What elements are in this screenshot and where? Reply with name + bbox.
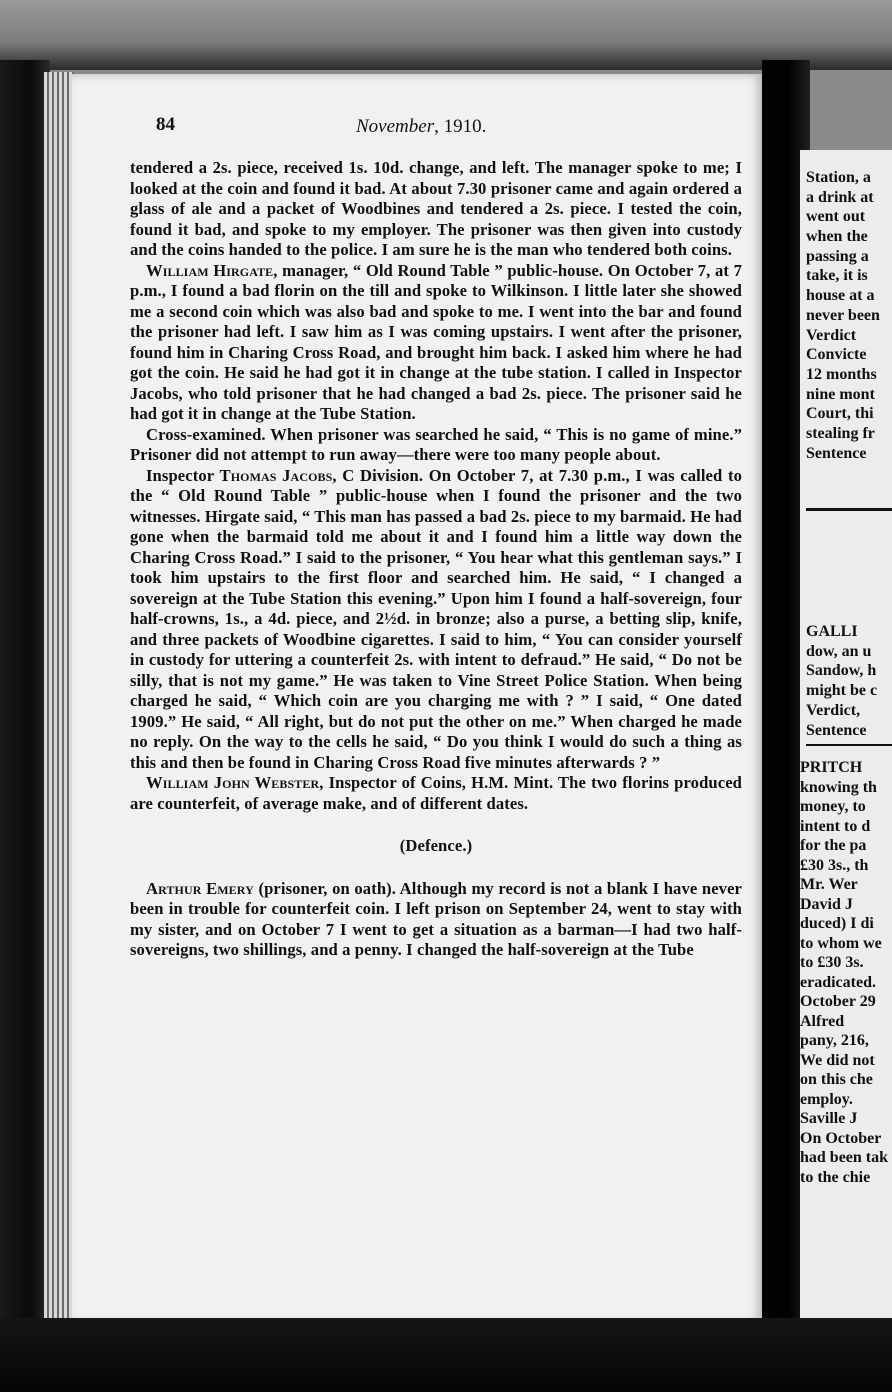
adjacent-page-line: stealing fr bbox=[806, 424, 875, 442]
testimony-text: , C Division. On October 7, at 7.30 p.m., I was called to the “ Old Round Table ” public-house when I found the prisoner and the two witnesses. Hirgate said, “ This man has passed a bad 2s. piece to my barmaid. He had gone when the barmaid told me about it and I found him a little way down the Charing Cross Road.” I said to the prisoner, “ You hear what this gentleman says.” I took him upstairs to the first floor and searched him. He said, “ I changed a sovereign at the Tube Station this evening.” Upon him I found a half-sovereign, four half-crowns, 1s., a 4d. piece, and 2½d. in bronze; also a purse, a betting slip, knife, and three packets of Woodbine cigarettes. I said to him, “ You can consider yourself in custody for uttering a counterfeit 2s. with intent to defraud.” He said, “ Do not be silly, that is not my game.” He was taken to Vine Street Police Station. When being charged he said, “ Which coin are you charging me with ? ” I said, “ One dated 1909.” He said, “ All right, but do not put the other on me.” When charged he made no reply. On the way to the cells he said, “ Do you think I would do such a thing as this and then be found in Charing Cross Road five minutes afterwards ? ” bbox=[130, 465, 743, 772]
adjacent-page-line: Saville J bbox=[800, 1110, 858, 1127]
adjacent-page-line: employ. bbox=[800, 1090, 853, 1108]
adjacent-page-line: £30 3s., th bbox=[800, 856, 869, 874]
adjacent-page-line: on this che bbox=[800, 1071, 873, 1088]
adjacent-page-line: pany, 216, bbox=[800, 1032, 869, 1049]
witness-name: Thomas Jacobs bbox=[219, 465, 333, 485]
witness-name: William Hirgate bbox=[146, 260, 274, 280]
scanner-background-bottom bbox=[0, 1318, 892, 1392]
adjacent-page-line: knowing th bbox=[800, 778, 877, 796]
adjacent-page-line: Station, a bbox=[806, 169, 871, 186]
adjacent-page-line: house at a bbox=[806, 287, 875, 305]
adjacent-page-line: to whom we bbox=[800, 934, 882, 952]
page-number: 84 bbox=[156, 114, 175, 135]
adjacent-page-line: PRITCH bbox=[800, 759, 863, 776]
adjacent-page-line: On October bbox=[800, 1129, 882, 1147]
adjacent-page-line: money, to bbox=[800, 798, 866, 815]
adjacent-page-line: Sentence bbox=[806, 444, 867, 462]
adjacent-page-line: We did not bbox=[800, 1051, 875, 1069]
testimony-text: (prisoner, on oath). Although my record is not a blank I have never been in trouble for counterfeit coin. I left prison on September 24, went to stay with my sister, and on October 7 I went to get a situation as a barman—I had two half-sovereigns, two shillings, and a penny. I changed the half-sovereign at the Tube bbox=[130, 878, 742, 959]
paragraph-hirgate bbox=[130, 261, 742, 425]
witness-name: William John Webster bbox=[146, 773, 320, 792]
date-year: , 1910. bbox=[434, 116, 487, 137]
adjacent-page-line: Mr. Wer bbox=[800, 876, 858, 893]
adjacent-page-line: October 29 bbox=[800, 993, 876, 1010]
adjacent-page-rule bbox=[806, 744, 892, 746]
adjacent-page-line: never been bbox=[806, 306, 880, 324]
adjacent-page-line: had been tak bbox=[800, 1149, 889, 1166]
main-text-column bbox=[130, 158, 742, 961]
adjacent-page-line: Verdict bbox=[806, 326, 857, 344]
adjacent-page-text-middle bbox=[806, 622, 892, 740]
adjacent-page-line: David J bbox=[800, 895, 853, 913]
book-left-edge bbox=[0, 60, 50, 1330]
adjacent-page-line: went out bbox=[806, 208, 866, 226]
adjacent-page-line: duced) I di bbox=[800, 915, 874, 932]
testimony-text: , manager, “ Old Round Table ” public-house. On October 7, at 7 p.m., I found a bad florin on the till and spoke to Wilkinson. I little later she showed me a second coin which was also bad and spoke to me. I went into the bar and found the prisoner had left. I saw him as I was coming upstairs. I went after the prisoner, found him in Charing Cross Road, and brought him back. I asked him where he had got the coin. He said he had got it in change at the tube station. I called in Inspector Jacobs, who told prisoner that he had changed a bad 2s. piece. The prisoner said he had got it in change at the Tube Station. bbox=[130, 260, 742, 423]
paragraph-emery bbox=[130, 879, 742, 961]
adjacent-page-line: passing a bbox=[806, 247, 869, 265]
adjacent-page-line: when the bbox=[806, 228, 868, 246]
paragraph-webster bbox=[130, 773, 742, 814]
page-stack-edges bbox=[44, 72, 74, 1327]
testimony-text: , Inspector of Coins, H.M. Mint. The two florins produced are counterfeit, of average make, and of different dates. bbox=[130, 773, 742, 813]
adjacent-page-line: might be c bbox=[806, 682, 878, 700]
paragraph-jacobs bbox=[130, 466, 742, 774]
adjacent-page-line: eradicated. bbox=[800, 973, 876, 991]
adjacent-page-line: take, it is bbox=[806, 267, 868, 285]
page-date bbox=[356, 116, 486, 138]
scanner-background-top bbox=[0, 0, 892, 70]
date-month: November bbox=[356, 116, 435, 137]
adjacent-page-line: intent to d bbox=[800, 817, 871, 835]
paragraph-cross-examined: Cross-examined. When prisoner was searched he said, “ This is no game of mine.” Prisoner did not attempt to run away—there were too many people about. bbox=[130, 424, 742, 464]
adjacent-page-line: dow, an u bbox=[806, 642, 872, 660]
adjacent-page-line: Convicte bbox=[806, 346, 867, 364]
adjacent-page-text-bottom bbox=[800, 758, 892, 1187]
adjacent-page-line: nine mont bbox=[806, 385, 875, 403]
adjacent-page-line: Alfred bbox=[800, 1012, 845, 1030]
adjacent-page-line: Court, thi bbox=[806, 405, 874, 423]
adjacent-page-line: for the pa bbox=[800, 837, 867, 854]
adjacent-page-rule bbox=[806, 508, 892, 511]
adjacent-page-line: to the chie bbox=[800, 1168, 871, 1186]
paragraph-witness-continued: tendered a 2s. piece, received 1s. 10d. change, and left. The manager spoke to me; I looked at the coin and found it bad. At about 7.30 prisoner came and again ordered a glass of ale and a packet of Woodbines and tendered a 2s. piece. I tested the coin, found it bad, and spoke to my employer. The prisoner was then given into custody and the coins handed to the police. I am sure he is the man who tendered both coins. bbox=[130, 158, 742, 259]
section-heading-defence: (Defence.) bbox=[399, 836, 473, 855]
witness-title: Inspector bbox=[146, 465, 220, 485]
adjacent-page-line: Sentence bbox=[806, 721, 867, 739]
witness-name: Arthur Emery bbox=[146, 878, 254, 898]
running-head bbox=[86, 114, 726, 144]
adjacent-page-line: Verdict, bbox=[806, 701, 861, 719]
adjacent-page-line: a drink at bbox=[806, 188, 874, 206]
adjacent-page-text-top bbox=[806, 168, 892, 463]
adjacent-page-line: GALLI bbox=[806, 623, 858, 640]
adjacent-page-line: 12 months bbox=[806, 365, 877, 383]
adjacent-page-line: to £30 3s. bbox=[800, 954, 864, 971]
adjacent-page-line: Sandow, h bbox=[806, 662, 877, 680]
